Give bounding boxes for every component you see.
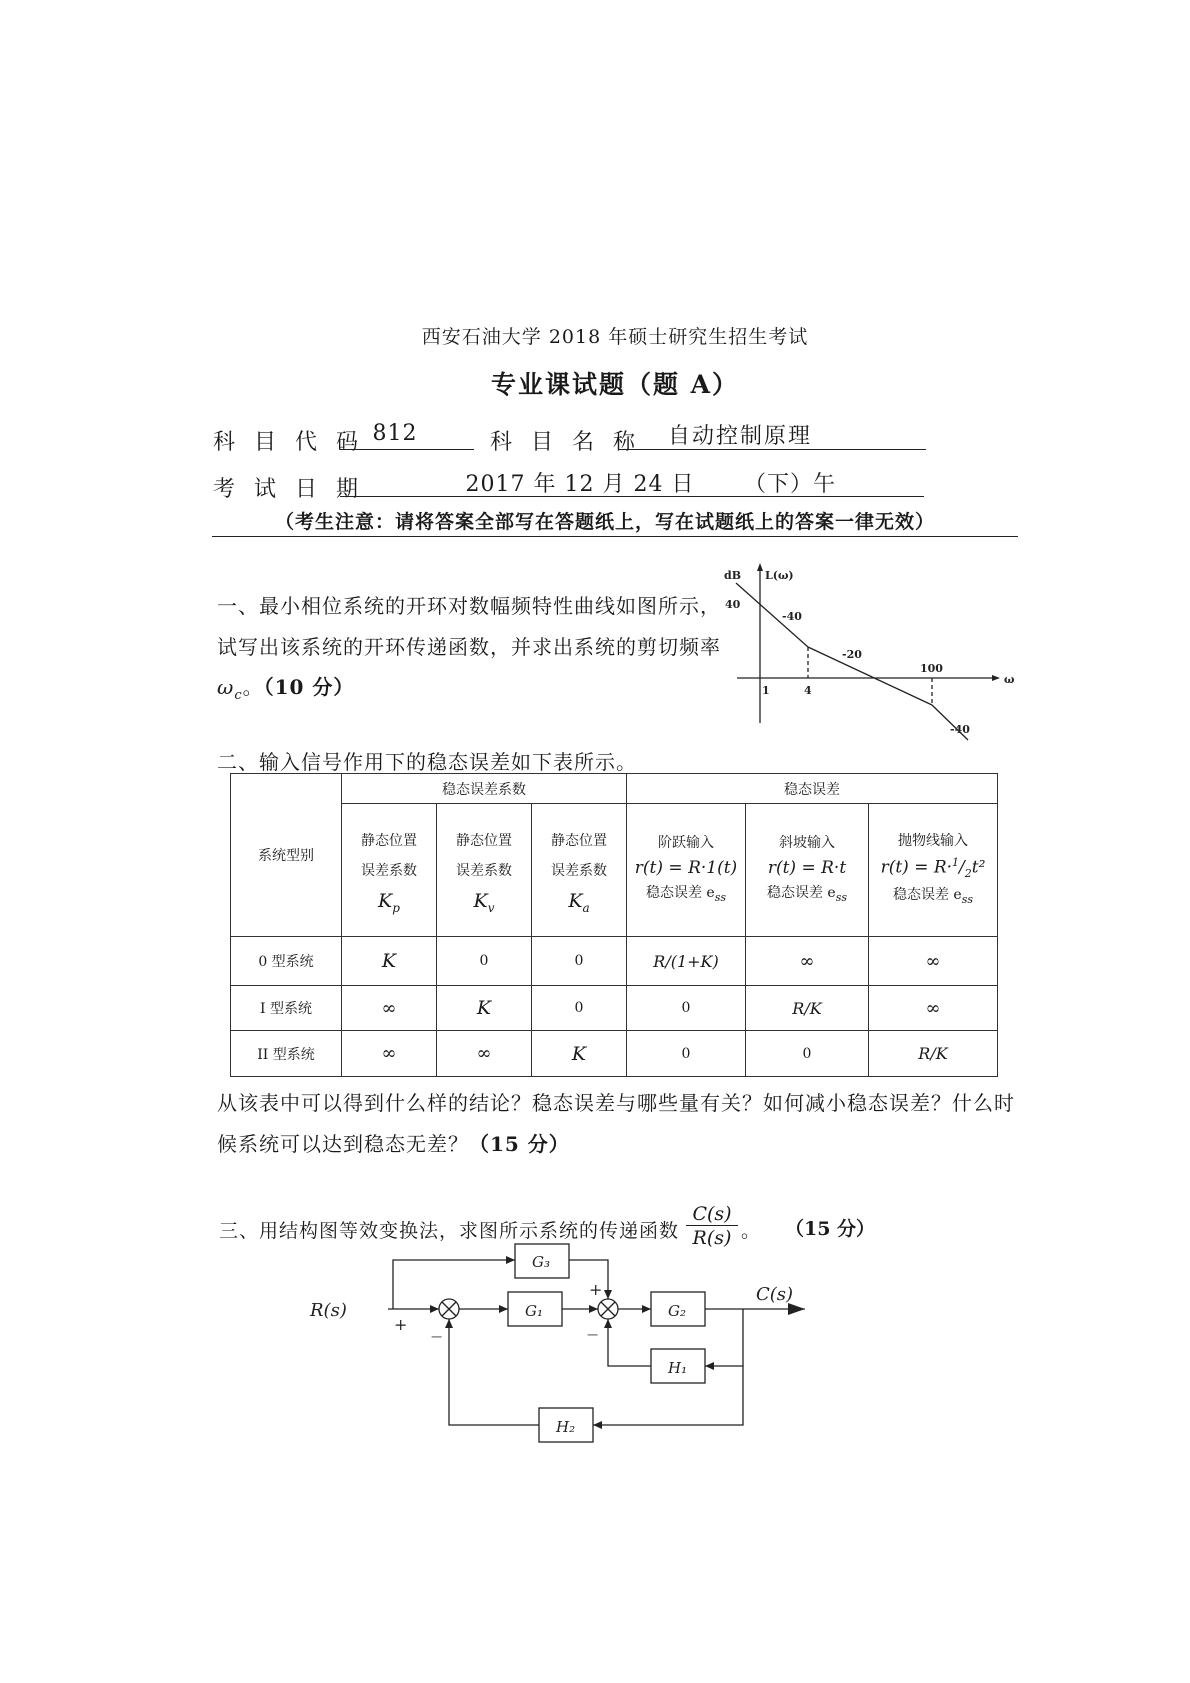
steady-state-error-table [230,773,998,1077]
header-error-group: 稳态误差 [627,774,998,804]
q3-period: 。 [741,1220,761,1242]
slope-label-2: -20 [842,648,862,661]
x-arrow [992,675,1000,681]
q1-line2: 试写出该系统的开环传递函数，并求出系统的剪切频率 [217,635,721,659]
q1-line3: $\omega_c$。（10 分） [217,675,355,703]
header-ka: 静态位置 误差系数 $K_a$ [532,804,627,937]
slope-label-3: -40 [950,723,970,736]
plus-sign-2: + [589,1280,603,1299]
omega-label: ω [1004,673,1015,686]
q2-question-line2: 候系统可以达到稳态无差？（15 分） [217,1132,570,1156]
header-parabolic-input: 抛物线输入 $r(t) = R\cdot^1/_2t^2$ 稳态误差 $e_{ss}$ [869,804,998,937]
q3-fraction: C(s) R(s) [686,1203,738,1250]
x-tick-4: 4 [804,684,812,697]
notice-divider [212,536,1018,537]
paper-title: 专业课试题（题 A） [490,370,740,399]
q2-question-line1: 从该表中可以得到什么样的结论？稳态误差与哪些量有关？如何减小稳态误差？什么时 [217,1091,1015,1115]
q3-text: 三、用结构图等效变换法，求图所示系统的传递函数 [219,1220,680,1242]
table-row: II 型系统 ∞ ∞ K 0 0 R/K [231,1031,998,1077]
table-row: I 型系统 ∞ K 0 0 R/K ∞ [231,986,998,1031]
subject-code-label: 科 目 代 码 [213,430,364,455]
block-diagram [300,1240,820,1470]
exam-notice: （考生注意：请将答案全部写在答题纸上，写在试题纸上的答案一律无效） [275,511,936,533]
exam-session-value: （下）午 [743,472,836,497]
minus-sign-2: − [586,1325,600,1344]
asymptote-seg2 [808,647,932,705]
l-omega-label: L(ω) [765,569,794,582]
header-kp: 静态位置 误差系数 $K_p$ [342,804,437,937]
q3-points: （15 分） [785,1218,876,1240]
output-label: C(s) [756,1284,794,1305]
subject-code-value: 812 [372,421,418,446]
table-row: 0 型系统 K 0 0 R/(1+K) ∞ ∞ [231,937,998,986]
x-tick-1: 1 [762,684,770,697]
h2-label: H₂ [556,1418,576,1436]
exam-date-value: 2017 年 12 月 24 日 [465,472,695,497]
plus-sign-1: + [394,1315,408,1334]
x-tick-100: 100 [920,662,943,675]
header-ramp-input: 斜坡输入 r(t) = R·t 稳态误差 $e_{ss}$ [746,804,869,937]
minus-sign-1: − [430,1327,444,1346]
q1-line1: 一、最小相位系统的开环对数幅频特性曲线如图所示， [217,594,721,618]
subject-name-label: 科 目 名 称 [490,430,641,455]
header-system-type: 系统型别 [231,774,342,937]
input-label: R(s) [310,1300,347,1321]
y-tick-40: 40 [725,598,741,611]
bode-magnitude-plot [720,560,1020,760]
exam-date-label: 考 试 日 期 [213,477,364,502]
header-kv: 静态位置 误差系数 $K_v$ [437,804,532,937]
header-coef-group: 稳态误差系数 [342,774,627,804]
y-arrow [757,563,763,571]
g2-label: G₂ [668,1302,686,1320]
exam-title: 西安石油大学 2018 年硕士研究生招生考试 [421,326,809,348]
g3-label: G₃ [532,1253,550,1271]
header-step-input: 阶跃输入 r(t) = R·1(t) 稳态误差 $e_{ss}$ [627,804,746,937]
h1-label: H₁ [668,1359,688,1377]
q2-intro: 二、输入信号作用下的稳态误差如下表所示。 [217,750,637,774]
slope-label-1: -40 [782,610,802,623]
db-label: dB [724,569,741,582]
subject-name-value: 自动控制原理 [667,424,812,449]
g1-label: G₁ [525,1302,543,1320]
